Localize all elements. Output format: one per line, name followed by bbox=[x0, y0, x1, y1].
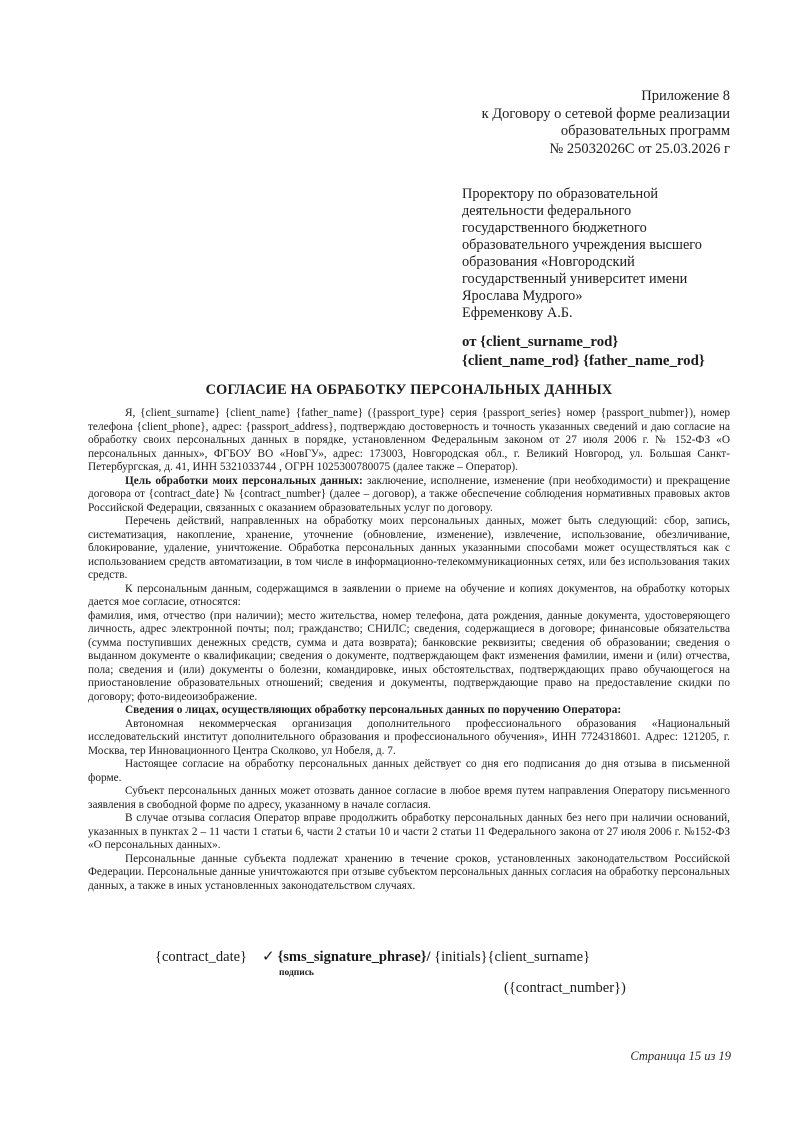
from-block bbox=[462, 333, 772, 371]
paragraph-purpose: Цель обработки моих персональных данных: заключение, исполнение, изменение (при необходимости) и прекращение договора от {contract_date} № {contract_number} (далее – договор), а также обеспечение соблюдения нормативных правовых актов Российской Федерации, связанных с оказанием образовательных услуг по договору. bbox=[88, 474, 730, 514]
paragraph-withdrawal: Субъект персональных данных может отозвать данное согласие в любое время путем направления Оператору письменного заявления в свободной форме по адресу, указанному в начале согласия. bbox=[88, 785, 730, 811]
addressee-line: образования «Новгородский bbox=[462, 254, 635, 270]
addressee-line: Проректору по образовательной bbox=[462, 186, 659, 202]
addressee-line: образовательного учреждения высшего bbox=[462, 237, 702, 253]
contract-number: ({contract_number}) bbox=[504, 980, 626, 996]
appendix-header bbox=[482, 88, 730, 158]
appendix-line: № 25032026С от 25.03.2026 г bbox=[549, 140, 730, 157]
paragraph-withdrawal-exception: В случае отзыва согласия Оператор вправе продолжить обработку персональных данных без него при наличии оснований, указанных в пунктах 2 – 11 части 1 статьи 6, части 2 статьи 10 и части 2 статьи 11 Федерального закона от 27 июля 2006 г. №152-ФЗ «О персональных данных». bbox=[88, 812, 730, 851]
addressee-line: Ефременкову А.Б. bbox=[462, 305, 573, 321]
document-body bbox=[88, 407, 730, 893]
from-line: от {client_surname_rod} bbox=[462, 334, 619, 350]
addressee-line: Ярослава Мудрого» bbox=[462, 288, 583, 304]
paragraph-storage: Персональные данные субъекта подлежат хранению в течение сроков, установленных законодательством Российской Федерации. Персональные данные уничтожаются при отзыве субъектом персональных данных согласия на обработку персональных данных, а также в иных установленных законодательством случаях. bbox=[88, 852, 730, 892]
paragraph-processor-details: Автономная некоммерческая организация дополнительного профессионального образования «Национальный исследовательский институт дополнительного образования и профессионального обучения», ИНН 7724318601. Адрес: 121205, г. Москва, тер Инновационного Центра Сколково, ул Нобеля, д. 7. bbox=[88, 717, 730, 757]
document-title: СОГЛАСИЕ НА ОБРАБОТКУ ПЕРСОНАЛЬНЫХ ДАННЫХ bbox=[205, 382, 613, 398]
from-line: {client_name_rod} {father_name_rod} bbox=[462, 353, 705, 369]
addressee-block bbox=[462, 186, 752, 322]
appendix-line: образовательных программ bbox=[560, 123, 730, 139]
paragraph-data-list: фамилия, имя, отчество (при наличии); место жительства, номер телефона, дата рождения, данные документа, удостоверяющего личность, адрес электронной почты; пол; гражданство; СНИЛС; сведения, содержащиеся в договоре; финансовые обязательства (сумма поступивших денежных средств, сумма и дата возврата); банковские реквизиты; сведения об образовании; сведения о выданном документе о квалификации; сведения о документе, подтверждающем факт изменения фамилии, имени и (или) отчества, пола; сведения и (или) документы о болезни, командировке, иных обстоятельствах, подтверждающих право обучающегося на приостановление образовательных отношений; сведения и документы, подтверждающие право на предоставление скидки по договору; фото-видеоизображение. bbox=[88, 609, 730, 703]
addressee-line: деятельности федерального bbox=[462, 203, 632, 219]
check-icon: ✓ bbox=[262, 949, 275, 965]
paragraph-data-intro: К персональным данным, содержащимся в заявлении о приеме на обучение и копиях документов, на обработку которых дается мое согласие, относятся: bbox=[88, 582, 730, 608]
paragraph-intro: Я, {client_surname} {client_name} {father_name} ({passport_type} серия {passport_series} номер {passport_nubmer}), номер телефона {client_phone}, адрес: {passport_address}, подтверждаю достоверность и точность указанных сведений и даю согласие на обработку своих персональных данных в порядке, установленном Федеральным законом от 27 июля 2006 г. № 152-ФЗ «О персональных данных», ФГБОУ ВО «НовГУ», адрес: 173003, Новгородская обл., г. Великий Новгород, ул. Большая Санкт-Петербургская, д. 41, ИНН 5321033744 , ОГРН 1025300780075 (далее также – Оператор). bbox=[88, 407, 730, 473]
signature-name: {initials}{client_surname} bbox=[430, 949, 591, 965]
addressee-line: государственный университет имени bbox=[462, 271, 688, 287]
paragraph-actions: Перечень действий, направленных на обработку моих персональных данных, может быть следующий: сбор, запись, систематизация, накопление, хранение, уточнение (обновление, изменение), извлечение, использование, обезличивание, блокирование, удаление, уничтожение. Обработка персональных данных указанными способами может осуществляться как с использованием средств автоматизации, в том числе в информационно-телекоммуникационных сетях, или без использования таких средств. bbox=[88, 515, 730, 581]
paragraph-processors-heading: Сведения о лицах, осуществляющих обработку персональных данных по поручению Оператора: bbox=[125, 704, 622, 716]
appendix-line: Приложение 8 bbox=[641, 88, 730, 104]
addressee-line: государственного бюджетного bbox=[462, 220, 647, 236]
appendix-line: к Договору о сетевой форме реализации bbox=[481, 105, 730, 122]
page-number: Страница 15 из 19 bbox=[630, 1049, 731, 1063]
signature-line bbox=[262, 947, 590, 966]
signature-caption: подпись bbox=[279, 968, 314, 978]
signature-phrase: {sms_signature_phrase}/ bbox=[277, 949, 431, 965]
signature-date: {contract_date} bbox=[155, 949, 248, 965]
paragraph-validity: Настоящее согласие на обработку персональных данных действует со дня его подписания до дня отзыва в письменной форме. bbox=[88, 758, 730, 784]
